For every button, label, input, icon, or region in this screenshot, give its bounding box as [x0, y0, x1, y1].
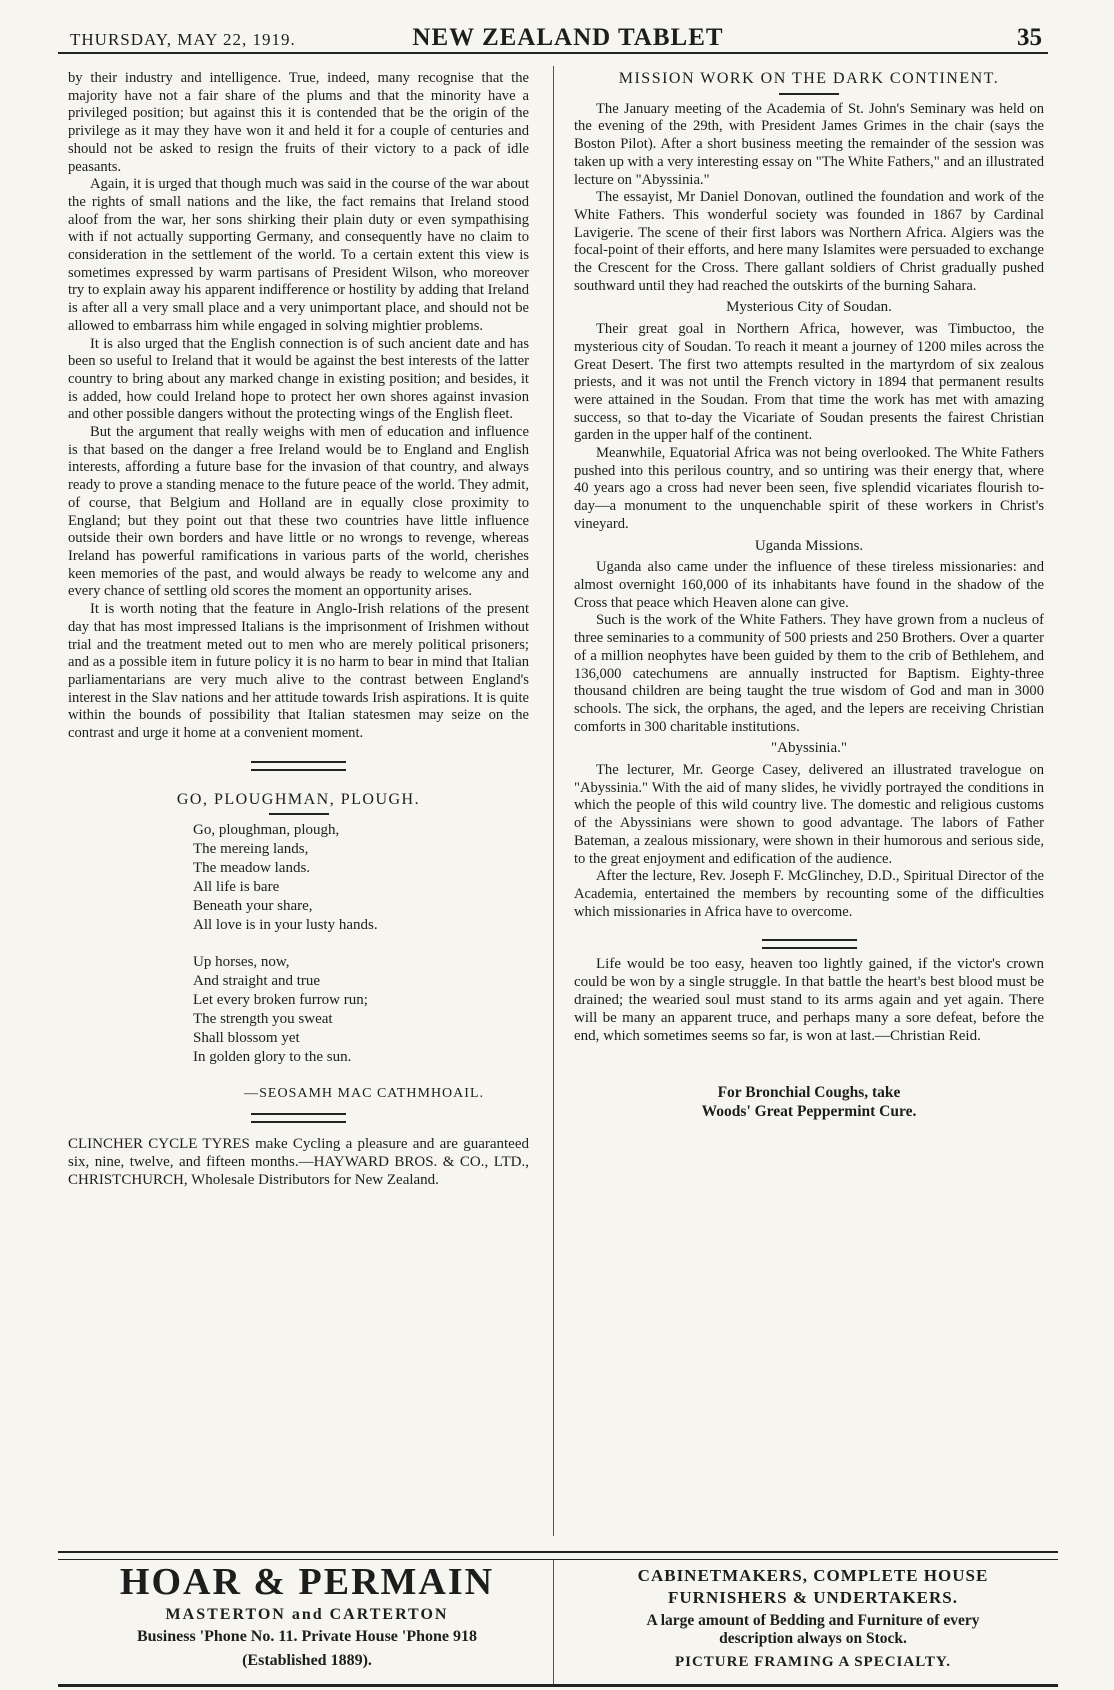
poem-line: The strength you sweat: [193, 1011, 333, 1028]
section-separator: [251, 761, 346, 771]
poem-line: Go, ploughman, plough,: [193, 822, 340, 839]
article-paragraph: Their great goal in Northern Africa, however, was Timbuctoo, the mysterious city of Soudan. To reach it meant a journey of 1200 miles across the Great Desert. The first two attempts resulted in the martyrdom of six zealous priests, and it was not until the French victory in 1894 that permanent results were attained in the Soudan. From that time the work has met with amazing success, so that to-day the Vicariate of Soudan presents the fairest Christian garden in the upper half of the continent.: [574, 321, 1044, 444]
poem-line: Shall blossom yet: [193, 1030, 300, 1047]
advertisement-top-rule: [58, 1551, 1058, 1560]
poem-line: The mereing lands,: [193, 841, 309, 858]
poem-body: [193, 821, 529, 1067]
bronchial-line: Woods' Great Peppermint Cure.: [701, 1103, 917, 1121]
poem-stanza: [193, 953, 529, 1067]
poem-line: Up horses, now,: [193, 954, 290, 971]
clincher-advertisement: CLINCHER CYCLE TYRES make Cycling a pleasure and are guaranteed six, nine, twelve, and fifteen months.—HAYWARD BROS. & CO., LTD., CHRISTCHURCH, Wholesale Distributors for New Zealand.: [68, 1136, 529, 1189]
poem-line: Let every broken furrow run;: [193, 992, 368, 1009]
poem-title: GO, PLOUGHMAN, PLOUGH.: [176, 790, 421, 808]
article-paragraph: by their industry and intelligence. True, indeed, many recognise that the majority have not a fair share of the plums and that the minority have a privileged position; but against this it is contended that be the origin of the privilege as it may they have won it and held it for a couple of centuries and should not be asked to resign the fruits of their victory to a pack of idle peasants.: [68, 70, 529, 175]
poem-line: And straight and true: [193, 973, 321, 990]
poem-stanza: [193, 821, 529, 935]
poem-line: All life is bare: [193, 879, 280, 896]
poem-line: In golden glory to the sun.: [193, 1049, 352, 1066]
column-divider: [553, 66, 554, 1536]
ad-line: PICTURE FRAMING A SPECIALTY.: [674, 1654, 952, 1670]
subheading-abyssinia: "Abyssinia.": [771, 740, 847, 757]
advertiser-phones: Business 'Phone No. 11. Private House 'Phone 918: [136, 1628, 478, 1645]
issue-date: THURSDAY, MAY 22, 1919.: [70, 30, 296, 49]
article-paragraph: Uganda also came under the influence of these tireless missionaries: and almost overnight 160,000 of its inhabitants have found in the shadow of the Cross that peace which Heaven alone can give.: [574, 559, 1044, 611]
advertiser-places: MASTERTON and CARTERTON: [165, 1606, 449, 1623]
page-header: [58, 22, 1048, 54]
article-paragraph: It is also urged that the English connection is of such ancient date and has been so useful to Ireland that it would be against the best interests of the latter country to bring about any marked change in existing position; and besides, it is added, how could Ireland hope to protect her own shores against invasion and other possible dangers without the protecting wings of the English fleet.: [68, 335, 529, 423]
article-paragraph: The January meeting of the Academia of St. John's Seminary was held on the evening of the 29th, with President James Grimes in the chair (says the Boston Pilot). After a short business meeting the remainder of the session was taken up with a very interesting essay on "The White Fathers," and an illustrated lecture on "Abyssinia.": [574, 100, 1044, 188]
advertiser-brand: HOAR & PERMAIN: [119, 1561, 495, 1603]
page-bottom-rule: [58, 1684, 1058, 1687]
poem-line: Beneath your share,: [193, 898, 313, 915]
poem-line: All love is in your lusty hands.: [193, 917, 378, 934]
article-paragraph: Meanwhile, Equatorial Africa was not being overlooked. The White Fathers pushed into this perilous country, and so untiring was their energy that, where 40 years ago a cross had never been seen, five splendid vicariates flourish to-day—a monument to the unquenchable spirit of these workers in Christ's vineyard.: [574, 445, 1044, 532]
article-paragraph: The essayist, Mr Daniel Donovan, outlined the foundation and work of the White Fathers. This wonderful society was founded in 1867 by Cardinal Lavigerie. The scene of their first labors was Northern Africa. Algiers was the focal-point of their efforts, and here many Islamites were persuaded to exchange the Crescent for the Cross. There gallant soldiers of Christ gradually pushed southward until they had reached the outskirts of the burning Sahara.: [574, 189, 1044, 294]
article-paragraph: After the lecture, Rev. Joseph F. McGlinchey, D.D., Spiritual Director of the Academia, entertained the members by recounting some of the difficulties which missionaries in Africa have to overcome.: [574, 868, 1044, 920]
bronchial-line: For Bronchial Coughs, take: [717, 1084, 901, 1102]
ad-line: FURNISHERS & UNDERTAKERS.: [668, 1588, 958, 1607]
article-paragraph: It is worth noting that the feature in Anglo-Irish relations of the present day that has most impressed Italians is the imprisonment of Irishmen without trial and the treatment meted out to men who are merely political prisoners; and as a possible item in future policy it is no harm to bear in mind that Italian parliamentarians are very much alive to the contrast between England's interest in the Slav nations and her attitude towards Irish aspirations. It is quite within the bounds of possibility that Italian statesmen may seize on the contrast and urge it home at a convenient moment.: [68, 601, 529, 742]
article-paragraph: The lecturer, Mr. George Casey, delivered an illustrated travelogue on "Abyssinia." With the aid of many slides, he vividly portrayed the conditions in which the people of this wild country live. The domestic and religious customs of the Abyssinians were shown to good advantage. The labors of Father Bateman, a zealous missionary, were shown in their humorous and serious side, to the great enjoyment and edification of the audience.: [574, 762, 1044, 867]
poem-author: —SEOSAMH MAC CATHMHOAIL.: [244, 1086, 484, 1102]
advertiser-established: (Established 1889).: [242, 1652, 372, 1669]
advertisement-divider: [553, 1560, 554, 1685]
subheading-uganda: Uganda Missions.: [754, 537, 864, 554]
left-column: [68, 70, 529, 1189]
section-separator: [251, 1113, 346, 1123]
page-number: 35: [1017, 24, 1042, 51]
section-separator: [762, 939, 857, 949]
ad-line: CABINETMAKERS, COMPLETE HOUSE: [637, 1566, 989, 1585]
christian-reid-quote: Life would be too easy, heaven too lightly gained, if the victor's crown could be won by a single struggle. In that battle the heart's best blood must be drained; the wearied soul must stand to its arms again and yet again. There will be many an apparent truce, and perhaps many a sore defeat, before the end, which sometimes seems so far, is won at last.—Christian Reid.: [574, 956, 1044, 1045]
heading-rule: [779, 93, 839, 95]
bronchial-advertisement: [574, 1083, 1044, 1121]
cabinetmakers-advertisement: [578, 1566, 1048, 1671]
publication-title: NEW ZEALAND TABLET: [412, 24, 724, 51]
article-paragraph: Such is the work of the White Fathers. They have grown from a nucleus of three seminaries to a community of 500 priests and 250 Brothers. Over a quarter of a million neophytes have been guided by them to the crib of Bethlehem, and 136,000 catechumens are annually instructed for Baptism. Eighty-three thousand children are being taught the true wisdom of God and man in 3000 schools. The sick, the orphans, the aged, and the lepers are receiving Christian comforts in 300 charitable institutions.: [574, 612, 1044, 735]
ad-line: description always on Stock.: [719, 1630, 907, 1647]
article-heading: MISSION WORK ON THE DARK CONTINENT.: [618, 70, 1000, 87]
poem-line: The meadow lands.: [193, 860, 311, 877]
article-paragraph: But the argument that really weighs with men of education and influence is that based on the danger a free Ireland would be to England and English interests, affording a future base for the invasion of that country, and always ready to prove a standing menace to the future peace of the world. They admit, of course, that Belgium and Holland are in equally close proximity to England; but they point out that these two countries have little influence outside their own borders and have little or no wrongs to revenge, whereas Ireland has powerful ramifications in various parts of the world, cherishes keen memories of the past, and would always be ready to welcome any and every chance of settling old scores the moment an opportunity arises.: [68, 424, 529, 600]
hoar-permain-advertisement: [72, 1562, 542, 1670]
subheading-soudan: Mysterious City of Soudan.: [726, 299, 892, 316]
article-paragraph: Again, it is urged that though much was said in the course of the war about the rights of small nations and the like, the fact remains that Ireland stood aloof from the war, her sons shirking their plain duty or even sympathising with if not actually supporting Germany, and consequently have no claim to consideration in the settlement of the world. To a certain extent this view is sometimes expressed by warm partisans of President Wilson, who moreover try to explain away his apparent indifference or hostility by adding that Ireland is after all a very small place and a very unimportant place, and should not be allowed to embarrass him while engaged in solving mightier problems.: [68, 176, 529, 334]
ad-line: A large amount of Bedding and Furniture of every: [646, 1612, 980, 1629]
title-rule: [269, 813, 329, 815]
right-column: [574, 70, 1044, 1121]
